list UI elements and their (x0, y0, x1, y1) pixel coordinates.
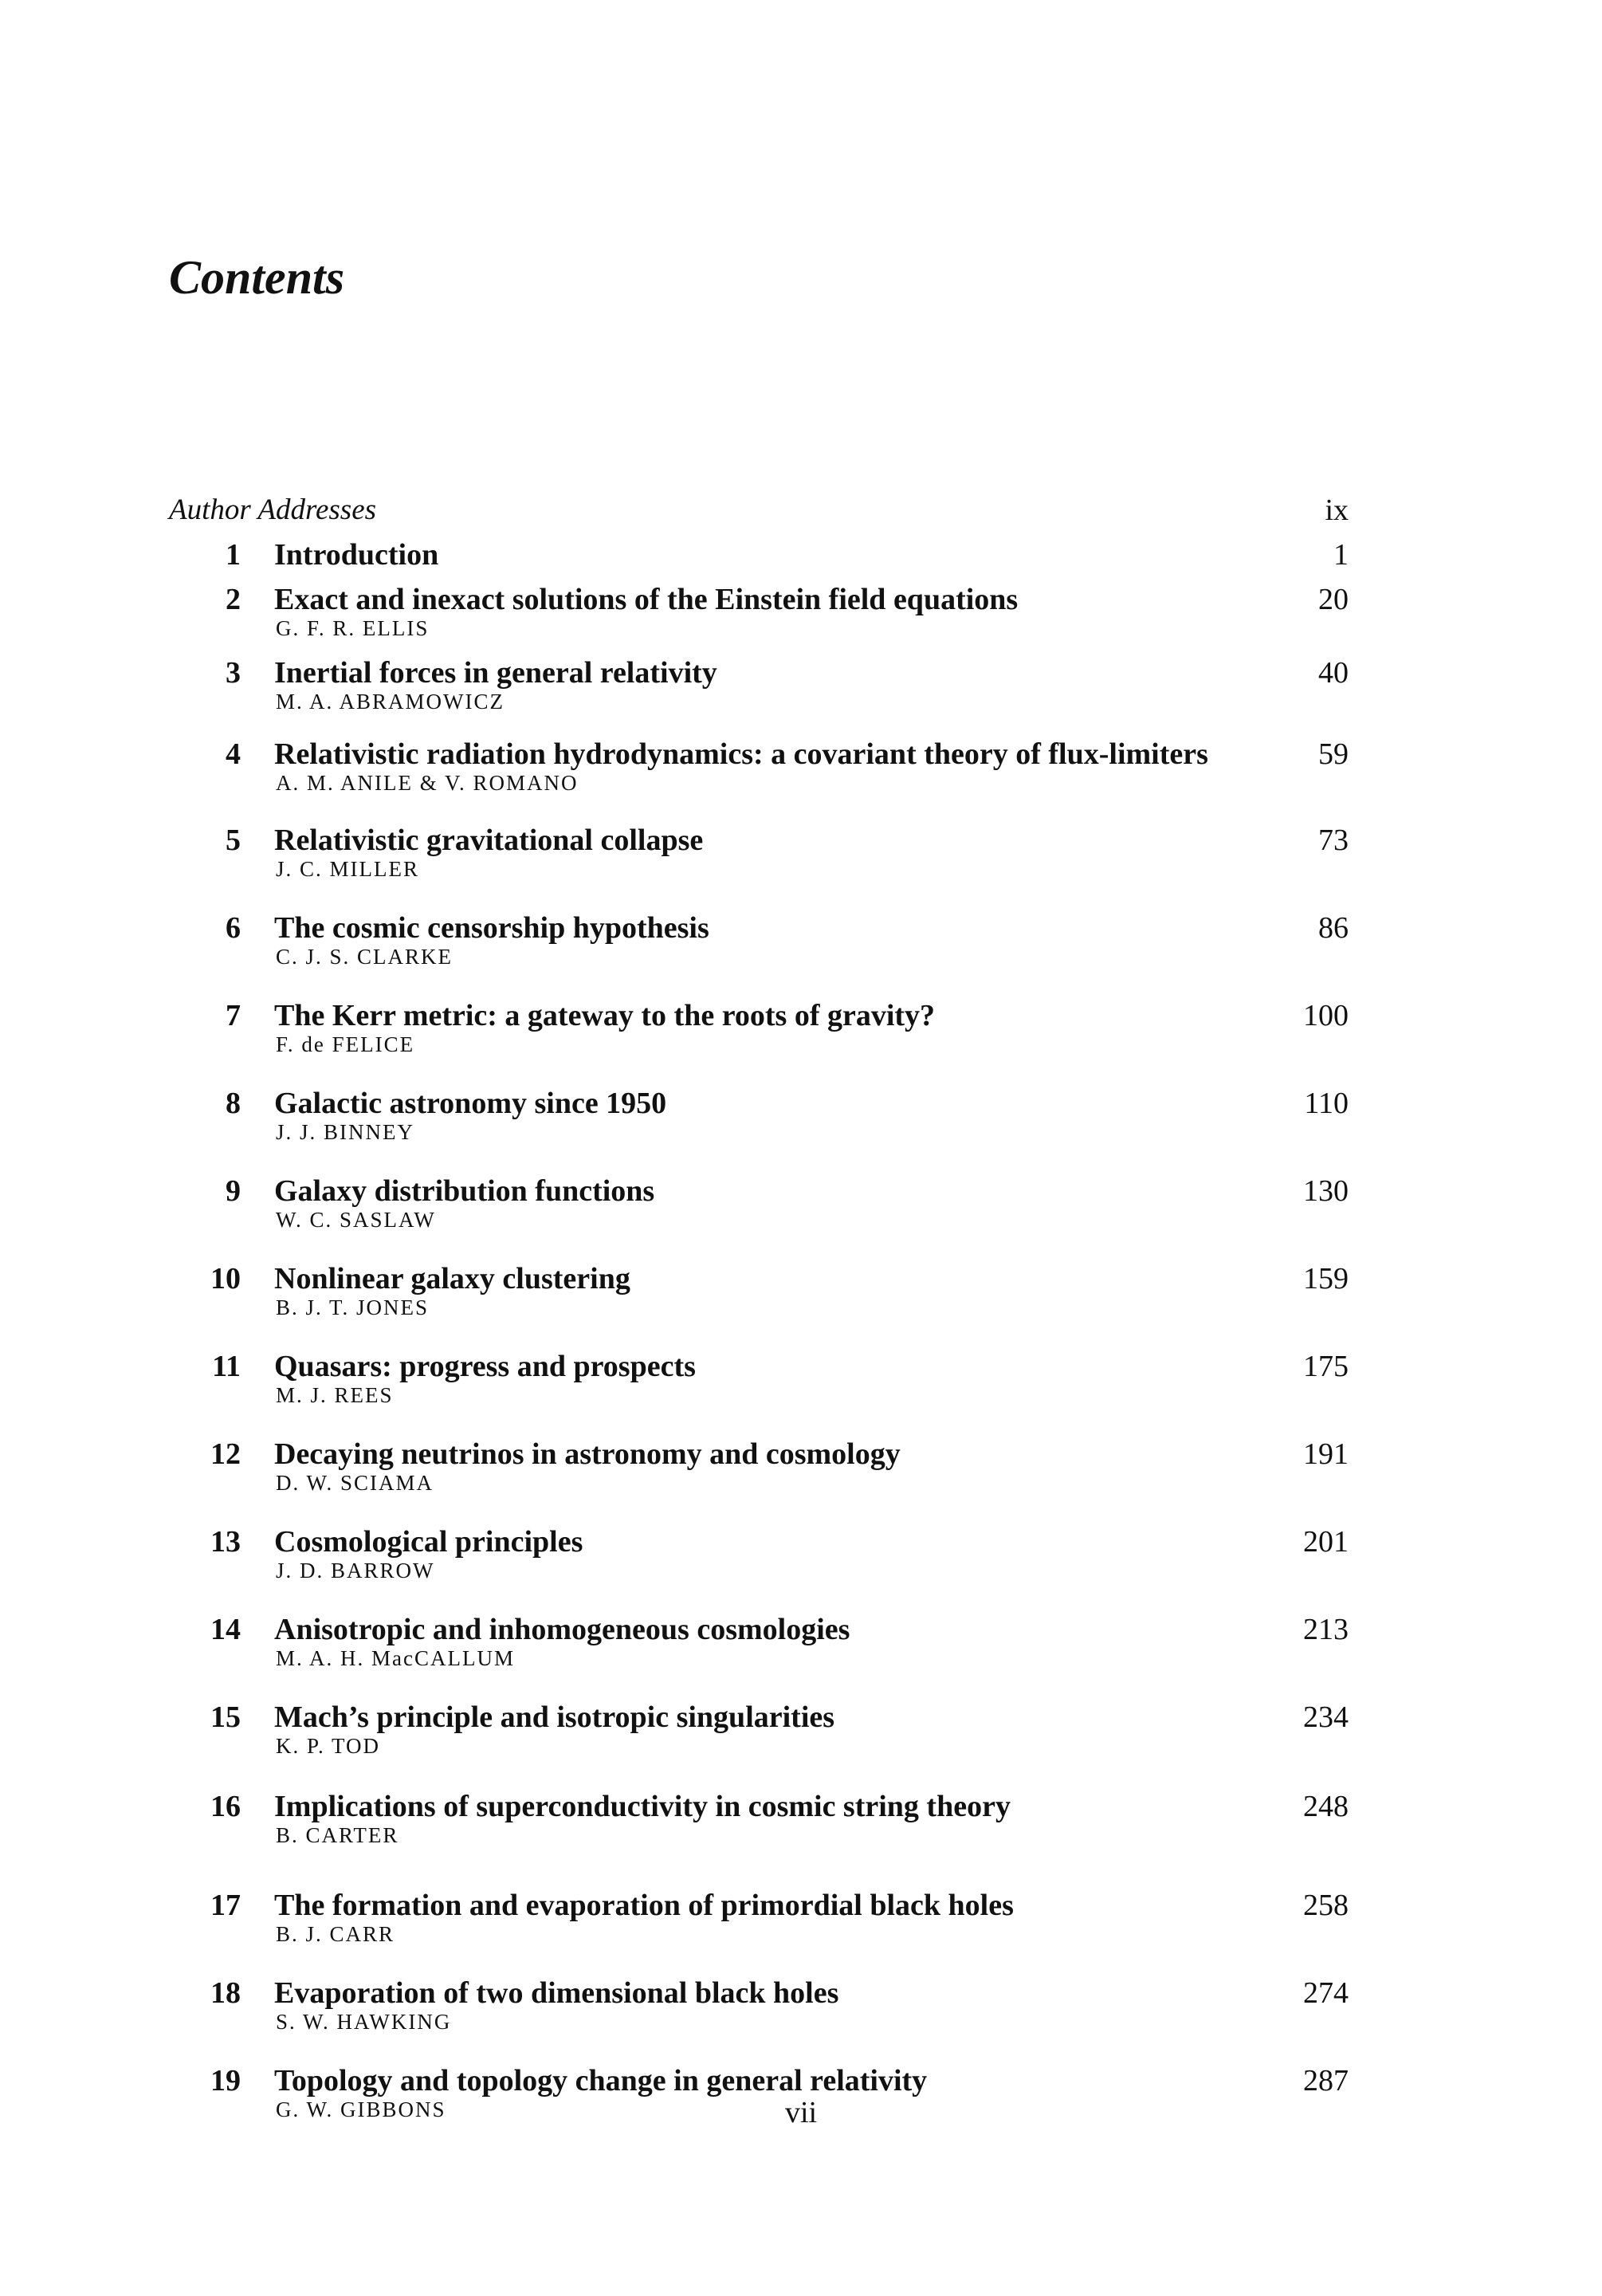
chapter-author: F. de FELICE (276, 1032, 415, 1056)
chapter-page: 175 (1303, 1350, 1349, 1383)
toc-entry[interactable] (169, 818, 1349, 906)
chapter-number: 14 (210, 1613, 241, 1646)
front-matter-page: ix (1325, 493, 1349, 527)
chapter-page: 100 (1303, 999, 1349, 1032)
toc-entry[interactable] (169, 1695, 1349, 1784)
chapter-number: 15 (210, 1700, 241, 1734)
chapter-page: 1 (1333, 538, 1349, 572)
chapter-page: 73 (1318, 824, 1349, 857)
chapter-title: Relativistic gravitational collapse (274, 824, 704, 857)
chapter-page: 248 (1303, 1790, 1349, 1823)
chapter-page: 130 (1303, 1174, 1349, 1208)
toc-entry[interactable] (169, 1520, 1349, 1607)
chapter-author: M. J. REES (276, 1383, 394, 1407)
chapter-number: 18 (210, 1976, 241, 2010)
toc-entry[interactable] (169, 906, 1349, 993)
page-folio: vii (784, 2096, 818, 2129)
chapter-number: 8 (226, 1087, 241, 1120)
toc-entry[interactable] (169, 1256, 1349, 1344)
chapter-number: 6 (226, 911, 241, 945)
page-title: Contents (169, 251, 345, 304)
chapter-author: B. J. T. JONES (276, 1295, 430, 1319)
chapter-number: 12 (210, 1437, 241, 1471)
toc-entry[interactable] (169, 1081, 1349, 1169)
chapter-page: 201 (1303, 1525, 1349, 1559)
chapter-number: 13 (210, 1525, 241, 1559)
chapter-number: 16 (210, 1790, 241, 1823)
chapter-author: S. W. HAWKING (276, 2010, 452, 2034)
front-matter-label: Author Addresses (169, 493, 377, 526)
chapter-author: K. P. TOD (276, 1734, 381, 1758)
chapter-title: Exact and inexact solutions of the Einstein field equations (274, 583, 1019, 616)
toc-entry[interactable] (169, 1971, 1349, 2058)
toc-entry[interactable] (169, 1883, 1349, 1971)
chapter-number: 9 (226, 1174, 241, 1208)
chapter-author: B. CARTER (276, 1823, 399, 1847)
chapter-title: Galaxy distribution functions (274, 1174, 655, 1208)
table-of-contents (169, 488, 1349, 2146)
chapter-author: W. C. SASLAW (276, 1208, 436, 1232)
toc-entry[interactable] (169, 577, 1349, 651)
chapter-page: 110 (1304, 1087, 1349, 1120)
chapter-author: M. A. H. MacCALLUM (276, 1646, 515, 1670)
toc-entry[interactable] (169, 1169, 1349, 1256)
chapter-author: C. J. S. CLARKE (276, 945, 454, 969)
chapter-number: 4 (226, 737, 241, 771)
chapter-title: The formation and evaporation of primordial black holes (274, 1889, 1014, 1922)
toc-entry[interactable] (169, 533, 1349, 577)
chapter-page: 191 (1303, 1437, 1349, 1471)
chapter-author: J. D. BARROW (276, 1559, 435, 1582)
chapter-title: Cosmological principles (274, 1525, 583, 1559)
chapter-title: Galactic astronomy since 1950 (274, 1087, 667, 1120)
toc-entry[interactable] (169, 1607, 1349, 1695)
chapter-title: Introduction (274, 538, 439, 572)
toc-entry[interactable] (169, 732, 1349, 818)
chapter-number: 19 (210, 2064, 241, 2097)
chapter-author: M. A. ABRAMOWICZ (276, 690, 505, 714)
chapter-author: J. C. MILLER (276, 857, 420, 881)
chapter-author: A. M. ANILE & V. ROMANO (276, 771, 579, 795)
chapter-author: J. J. BINNEY (276, 1120, 415, 1144)
chapter-page: 234 (1303, 1700, 1349, 1734)
chapter-author: G. F. R. ELLIS (276, 616, 430, 640)
chapter-title: Decaying neutrinos in astronomy and cosmology (274, 1437, 901, 1471)
chapter-page: 59 (1318, 737, 1349, 771)
chapter-number: 5 (226, 824, 241, 857)
chapter-author: G. W. GIBBONS (276, 2097, 446, 2121)
toc-entries (169, 533, 1349, 2146)
chapter-page: 287 (1303, 2064, 1349, 2097)
chapter-number: 1 (226, 538, 241, 572)
chapter-title: Mach’s principle and isotropic singularities (274, 1700, 835, 1734)
chapter-page: 213 (1303, 1613, 1349, 1646)
chapter-title: The cosmic censorship hypothesis (274, 911, 709, 945)
toc-entry[interactable] (169, 1784, 1349, 1883)
chapter-number: 11 (212, 1350, 241, 1383)
chapter-title: Inertial forces in general relativity (274, 656, 717, 690)
chapter-title: Evaporation of two dimensional black holes (274, 1976, 839, 2010)
toc-entry[interactable] (169, 1344, 1349, 1432)
chapter-page: 258 (1303, 1889, 1349, 1922)
chapter-title: Implications of superconductivity in cosmic string theory (274, 1790, 1011, 1823)
chapter-title: Relativistic radiation hydrodynamics: a covariant theory of flux-limiters (274, 737, 1208, 771)
toc-entry[interactable] (169, 1432, 1349, 1520)
chapter-number: 2 (226, 583, 241, 616)
chapter-number: 7 (226, 999, 241, 1032)
chapter-page: 274 (1303, 1976, 1349, 2010)
chapter-title: Nonlinear galaxy clustering (274, 1262, 630, 1295)
chapter-author: B. J. CARR (276, 1922, 395, 1946)
toc-entry[interactable] (169, 993, 1349, 1081)
chapter-page: 40 (1318, 656, 1349, 690)
toc-entry[interactable] (169, 651, 1349, 732)
chapter-number: 17 (210, 1889, 241, 1922)
chapter-number: 10 (210, 1262, 241, 1295)
chapter-page: 159 (1303, 1262, 1349, 1295)
chapter-author: D. W. SCIAMA (276, 1471, 434, 1495)
chapter-page: 20 (1318, 583, 1349, 616)
chapter-page: 86 (1318, 911, 1349, 945)
toc-front-matter (169, 488, 1349, 533)
chapter-title: The Kerr metric: a gateway to the roots of gravity? (274, 999, 936, 1032)
chapter-title: Quasars: progress and prospects (274, 1350, 696, 1383)
chapter-number: 3 (226, 656, 241, 690)
chapter-title: Topology and topology change in general relativity (274, 2064, 928, 2097)
chapter-title: Anisotropic and inhomogeneous cosmologies (274, 1613, 850, 1646)
